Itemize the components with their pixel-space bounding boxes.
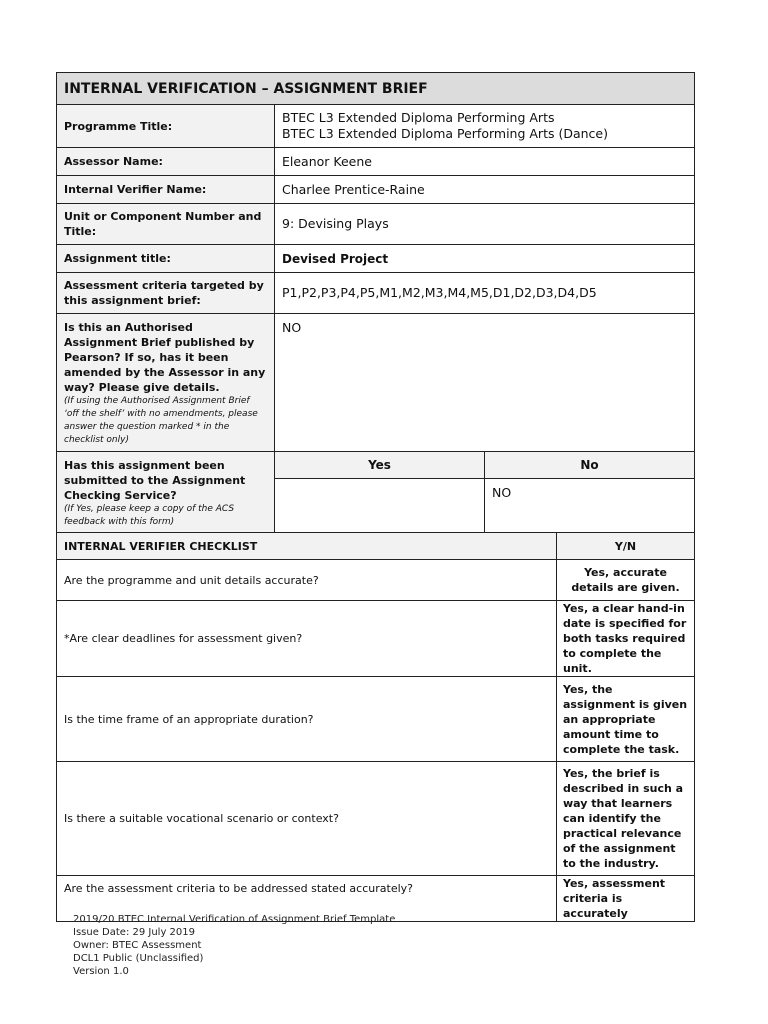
checklist-yn-header: Y/N bbox=[557, 533, 695, 560]
criteria-value: P1,P2,P3,P4,P5,M1,M2,M3,M4,M5,D1,D2,D3,D4,D5 bbox=[275, 273, 695, 314]
checklist-question: *Are clear deadlines for assessment given? bbox=[57, 601, 557, 677]
acs-label: Has this assignment been submitted to the Assignment Checking Service? bbox=[64, 459, 246, 502]
programme-title-row bbox=[57, 105, 695, 148]
assessor-name-row bbox=[57, 148, 695, 176]
checklist-row bbox=[57, 601, 695, 677]
checklist-question: Are the programme and unit details accurate? bbox=[57, 560, 557, 601]
acs-no-header: No bbox=[485, 452, 695, 479]
unit-row bbox=[57, 204, 695, 245]
acs-header-row bbox=[57, 452, 695, 479]
assessor-name-value: Eleanor Keene bbox=[275, 148, 695, 176]
footer-owner: Owner: BTEC Assessment bbox=[73, 940, 202, 951]
programme-title-line-2: BTEC L3 Extended Diploma Performing Arts (Dance) bbox=[282, 126, 608, 141]
form-title: INTERNAL VERIFICATION – ASSIGNMENT BRIEF bbox=[57, 73, 695, 105]
brief-details-table bbox=[56, 72, 695, 533]
checklist-row bbox=[57, 560, 695, 601]
footer-version: Version 1.0 bbox=[73, 966, 129, 977]
page-footer bbox=[73, 913, 395, 978]
authorised-brief-value: NO bbox=[275, 314, 695, 452]
internal-verifier-row bbox=[57, 176, 695, 204]
checklist-answer: Yes, the assignment is given an appropriate amount time to complete the task. bbox=[557, 677, 695, 762]
checklist-row bbox=[57, 677, 695, 762]
checklist-header-row bbox=[57, 533, 695, 560]
checklist-question: Is the time frame of an appropriate duration? bbox=[57, 677, 557, 762]
criteria-label: Assessment criteria targeted by this assignment brief: bbox=[57, 273, 275, 314]
acs-yes-header: Yes bbox=[275, 452, 485, 479]
checklist-row bbox=[57, 762, 695, 876]
unit-label: Unit or Component Number and Title: bbox=[57, 204, 275, 245]
programme-title-line-1: BTEC L3 Extended Diploma Performing Arts bbox=[282, 110, 555, 125]
assignment-title-label: Assignment title: bbox=[57, 245, 275, 273]
authorised-brief-label-cell bbox=[57, 314, 275, 452]
acs-note: (If Yes, please keep a copy of the ACS feedback with this form) bbox=[64, 504, 235, 527]
footer-classification: DCL1 Public (Unclassified) bbox=[73, 953, 204, 964]
checklist-answer: Yes, the brief is described in such a way that learners can identify the practical relevance of the assignment to the industry. bbox=[557, 762, 695, 876]
acs-label-cell bbox=[57, 452, 275, 533]
checklist-answer: Yes, assessment criteria is accurately bbox=[557, 876, 695, 922]
internal-verifier-label: Internal Verifier Name: bbox=[57, 176, 275, 204]
checklist-header: INTERNAL VERIFIER CHECKLIST bbox=[57, 533, 557, 560]
checklist-answer: Yes, accurate details are given. bbox=[557, 560, 695, 601]
verifier-checklist-table bbox=[56, 532, 695, 922]
unit-value: 9: Devising Plays bbox=[275, 204, 695, 245]
programme-title-value bbox=[275, 105, 695, 148]
acs-yes-value bbox=[275, 479, 485, 533]
internal-verifier-value: Charlee Prentice-Raine bbox=[275, 176, 695, 204]
checklist-answer: Yes, a clear hand-in date is specified for both tasks required to complete the unit. bbox=[557, 601, 695, 677]
assignment-title-value: Devised Project bbox=[275, 245, 695, 273]
authorised-brief-label: Is this an Authorised Assignment Brief published by Pearson? If so, has it been amended by the Assessor in any way? Please give details. bbox=[64, 321, 266, 394]
authorised-brief-row bbox=[57, 314, 695, 452]
programme-title-label: Programme Title: bbox=[57, 105, 275, 148]
footer-issue-date: Issue Date: 29 July 2019 bbox=[73, 927, 196, 938]
assignment-brief-form bbox=[56, 72, 694, 922]
footer-template-title: 2019/20 BTEC Internal Verification of Assignment Brief Template bbox=[73, 914, 396, 925]
authorised-brief-note: (If using the Authorised Assignment Brief ‘off the shelf’ with no amendments, please answer the question marked * in the checklist only) bbox=[64, 396, 258, 445]
assignment-title-row bbox=[57, 245, 695, 273]
assessor-name-label: Assessor Name: bbox=[57, 148, 275, 176]
acs-no-value: NO bbox=[485, 479, 695, 533]
checklist-question: Is there a suitable vocational scenario or context? bbox=[57, 762, 557, 876]
criteria-row bbox=[57, 273, 695, 314]
checklist-question: Are the assessment criteria to be addressed stated accurately? bbox=[57, 876, 557, 922]
